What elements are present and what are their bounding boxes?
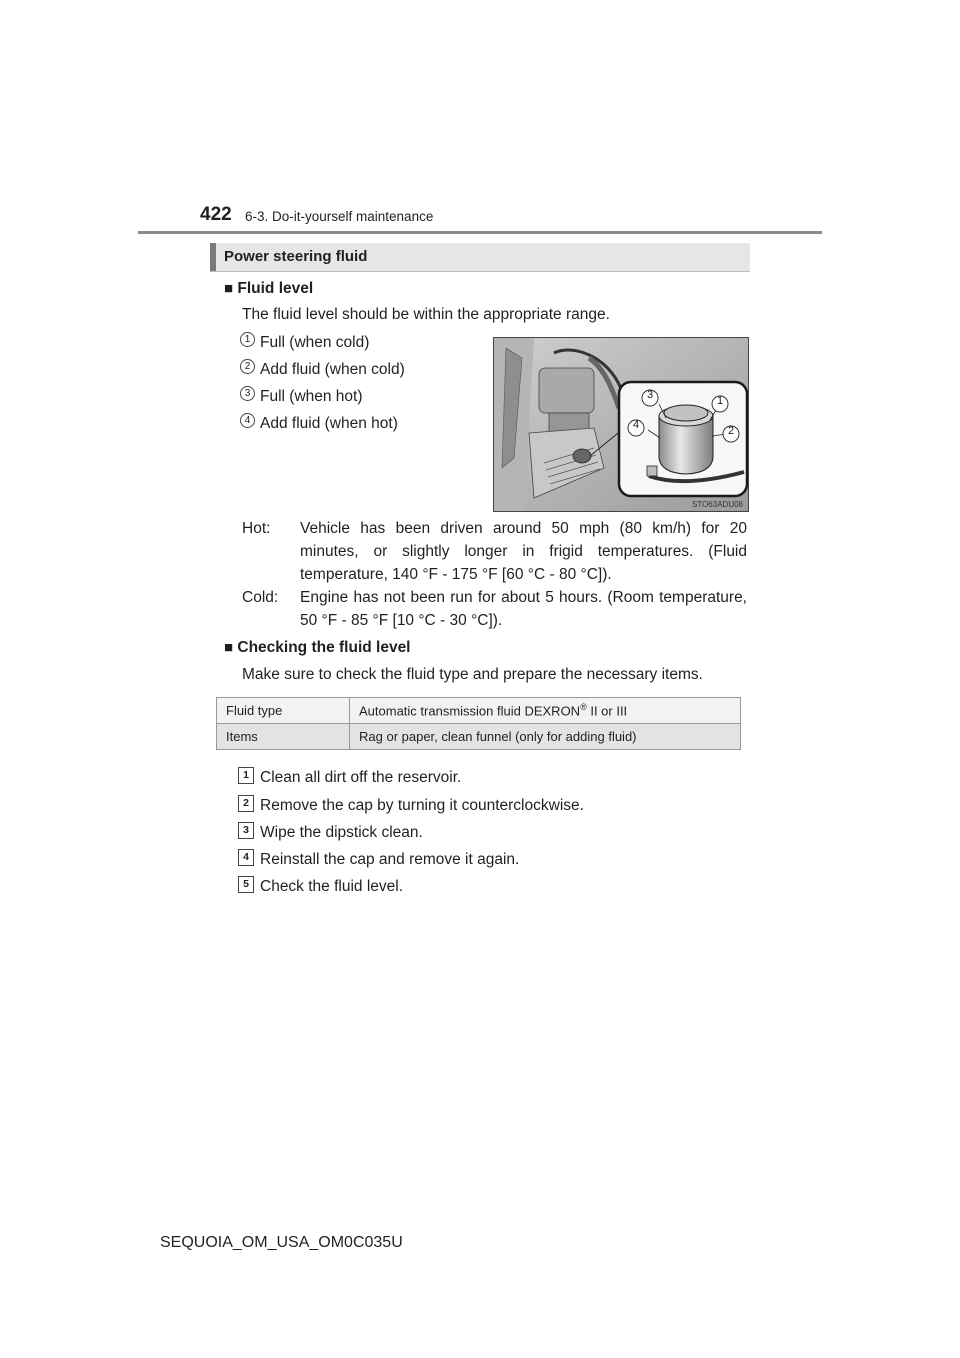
cold-label: Cold: (242, 589, 279, 606)
step-number-4: 4 (238, 849, 254, 866)
step-text-1: Clean all dirt off the reservoir. (260, 769, 462, 786)
step-text-2: Remove the cap by turning it counterclockwise. (260, 797, 584, 814)
table-row (217, 698, 741, 724)
hot-label: Hot: (242, 520, 271, 537)
fluid-info-table (216, 697, 741, 750)
reservoir-illustration (493, 337, 749, 512)
step-text-3: Wipe the dipstick clean. (260, 824, 423, 841)
legend-item-4: Add fluid (when hot) (260, 415, 398, 432)
table-cell-items-value: Rag or paper, clean funnel (only for adding fluid) (350, 724, 741, 750)
figure-callout-4: 4 (632, 419, 640, 431)
section-title: 6-3. Do-it-yourself maintenance (245, 209, 434, 224)
section-heading-bar (210, 243, 750, 272)
step-number-3: 3 (238, 822, 254, 839)
checking-heading: ■ Checking the fluid level (224, 639, 411, 656)
page-number: 422 (200, 204, 232, 225)
cold-note (242, 586, 748, 634)
square-bullet-icon: ■ (224, 280, 234, 297)
table-cell-fluid-type-value: Automatic transmission fluid DEXRON® II or III (350, 698, 741, 724)
step-number-5: 5 (238, 876, 254, 893)
checking-intro: Make sure to check the fluid type and prepare the necessary items. (242, 666, 703, 683)
figure-code: STO63ADU08 (692, 500, 743, 509)
figure-callout-2: 2 (727, 425, 735, 437)
figure-callout-3: 3 (646, 389, 654, 401)
callout-number-2: 2 (240, 359, 255, 374)
step-text-5: Check the fluid level. (260, 878, 404, 895)
hot-text: Vehicle has been driven around 50 mph (80 km/h) for 20 minutes, or slightly longer in frigid temperatures. (Fluid temperature, 140 °F - 175 °F [60 °C - 80 °C]). (300, 520, 747, 583)
figure-callout-1: 1 (716, 395, 724, 407)
section-heading: Power steering fluid (224, 248, 368, 265)
callout-number-1: 1 (240, 332, 255, 347)
step-number-2: 2 (238, 795, 254, 812)
legend-item-2: Add fluid (when cold) (260, 361, 405, 378)
section-accent (210, 243, 216, 271)
square-bullet-icon: ■ (224, 639, 234, 656)
cold-text: Engine has not been run for about 5 hours. (Room temperature, 50 °F - 85 °F [10 °C - 30 °C]). (300, 589, 747, 629)
table-row (217, 724, 741, 750)
document-code-footer: SEQUOIA_OM_USA_OM0C035U (160, 1234, 403, 1251)
legend-item-3: Full (when hot) (260, 388, 363, 405)
header-rule (138, 231, 822, 234)
legend-item-1: Full (when cold) (260, 334, 370, 351)
callout-number-3: 3 (240, 386, 255, 401)
fluid-level-heading: ■ Fluid level (224, 280, 314, 297)
callout-number-4: 4 (240, 413, 255, 428)
table-cell-fluid-type-label: Fluid type (217, 698, 350, 724)
step-text-4: Reinstall the cap and remove it again. (260, 851, 520, 868)
step-number-1: 1 (238, 767, 254, 784)
table-cell-items-label: Items (217, 724, 350, 750)
hot-note (242, 517, 748, 587)
fluid-level-intro: The fluid level should be within the appropriate range. (242, 306, 610, 323)
